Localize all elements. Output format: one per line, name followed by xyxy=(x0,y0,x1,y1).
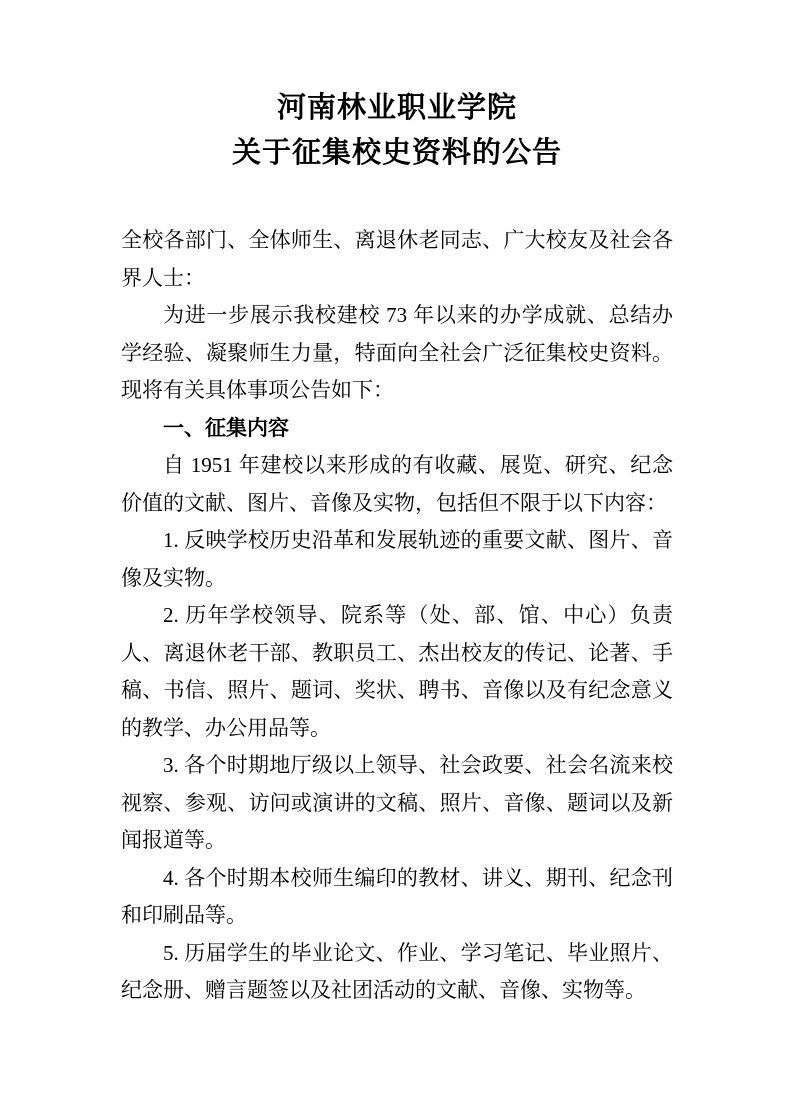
list-item-3: 3. 各个时期地厅级以上领导、社会政要、社会名流来校视察、参观、访问或演讲的文稿、照片、音像、题词以及新闻报道等。 xyxy=(121,753,673,852)
document-content xyxy=(121,0,673,1010)
list-item-1: 1. 反映学校历史沿革和发展轨迹的重要文献、图片、音像及实物。 xyxy=(121,528,673,590)
salutation-paragraph: 全校各部门、全体师生、离退休老同志、广大校友及社会各界人士： xyxy=(121,228,673,290)
title-line-2: 关于征集校史资料的公告 xyxy=(231,137,562,169)
document-body xyxy=(121,222,673,1010)
list-item-5: 5. 历届学生的毕业论文、作业、学习笔记、毕业照片、纪念册、赠言题签以及社团活动的文献、音像、实物等。 xyxy=(121,940,673,1002)
intro-paragraph: 为进一步展示我校建校 73 年以来的办学成就、总结办学经验、凝聚师生力量，特面向全社会广泛征集校史资料。现将有关具体事项公告如下： xyxy=(121,303,673,402)
title-line-1: 河南林业职业学院 xyxy=(276,92,517,124)
section-intro-paragraph: 自 1951 年建校以来形成的有收藏、展览、研究、纪念价值的文献、图片、音像及实物，包括但不限于以下内容： xyxy=(121,453,673,515)
list-item-4: 4. 各个时期本校师生编印的教材、讲义、期刊、纪念刊和印刷品等。 xyxy=(121,865,673,927)
document-title xyxy=(121,0,673,176)
section-heading-collection-content: 一、征集内容 xyxy=(163,416,289,440)
list-item-2: 2. 历年学校领导、院系等（处、部、馆、中心）负责人、离退休老干部、教职员工、杰出校友的传记、论著、手稿、书信、照片、题词、奖状、聘书、音像以及有纪念意义的教学、办公用品等。 xyxy=(121,603,673,740)
